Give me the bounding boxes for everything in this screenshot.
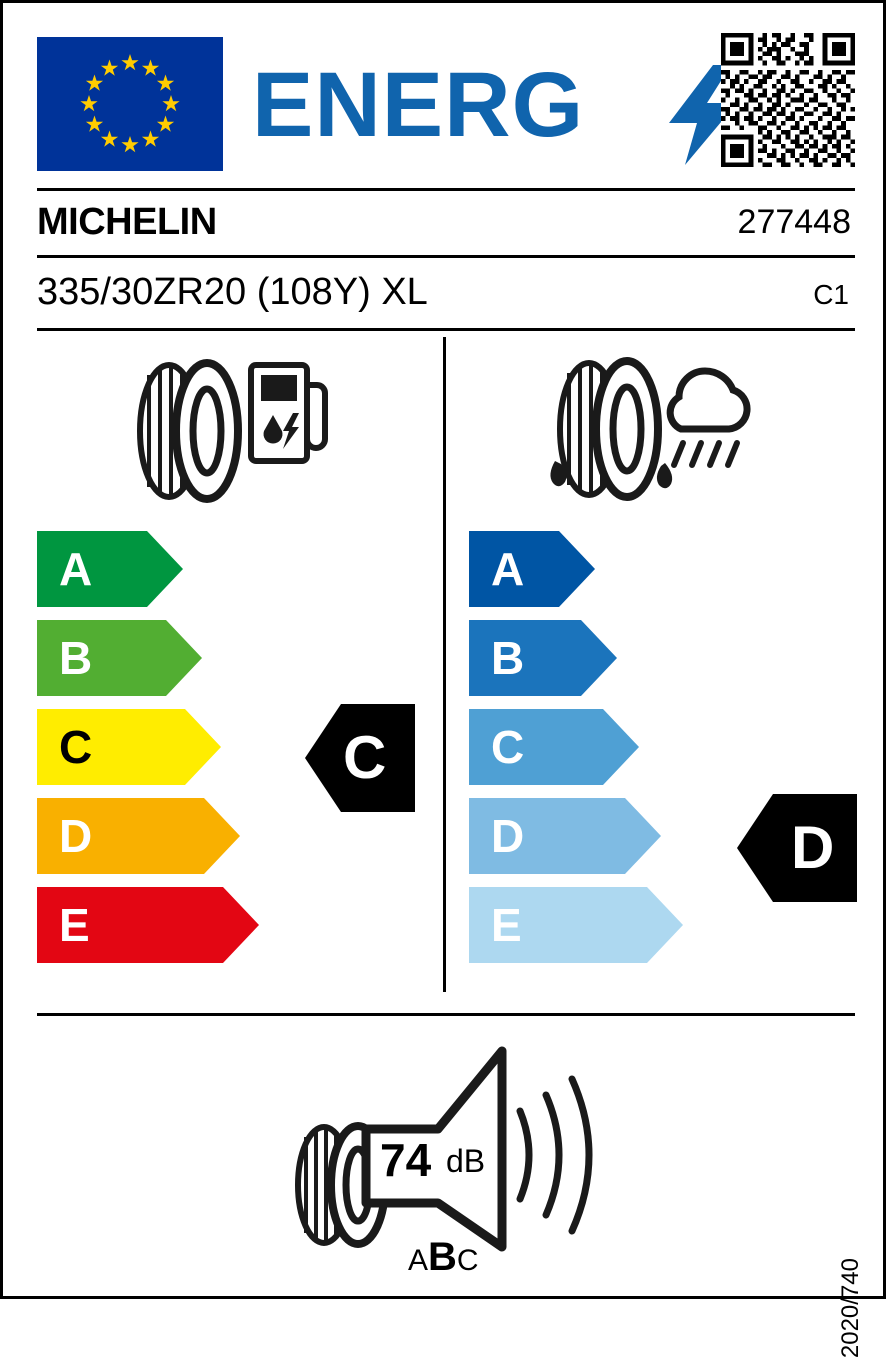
wet-grade-e-letter: E (491, 899, 522, 951)
fuel-grade-c-letter: C (59, 721, 93, 773)
product-sku: 277448 (737, 203, 851, 241)
wet-grip-result-letter: D (791, 814, 835, 881)
tyre-size: 335/30ZR20 (108Y) XL (37, 271, 428, 313)
noise-class-scale (408, 1237, 479, 1277)
noise-class-a: A (408, 1244, 429, 1277)
fuel-grade-e-letter: E (59, 899, 90, 951)
fuel-efficiency-result-letter: C (343, 724, 387, 791)
fuel-efficiency-pictogram (123, 351, 323, 516)
wet-grip-pictogram (533, 351, 753, 516)
divider-vertical (443, 337, 446, 992)
divider-top (37, 188, 855, 191)
wet-grip-result (737, 794, 857, 902)
divider-noise (37, 1013, 855, 1016)
wet-grade-d-letter: D (491, 810, 525, 862)
energy-wordmark: ENERG (252, 54, 585, 156)
sound-waves-icon (520, 1079, 589, 1231)
noise-value: 74 (380, 1134, 432, 1186)
tyre-icon (140, 363, 238, 499)
divider-size (37, 328, 855, 331)
fuel-grade-b-letter: B (59, 632, 93, 684)
fuel-efficiency-result (305, 704, 415, 812)
wet-grade-b-letter: B (491, 632, 525, 684)
noise-unit: dB (446, 1143, 486, 1179)
fuel-pump-icon (251, 365, 325, 461)
wet-grade-a (469, 531, 683, 607)
fuel-grade-c (37, 709, 259, 785)
fuel-grade-d-letter: D (59, 810, 93, 862)
brand-name: MICHELIN (37, 201, 217, 243)
wet-grade-d (469, 798, 683, 874)
tyre-class-code: C1 (813, 279, 849, 310)
fuel-grade-a-letter: A (59, 543, 93, 595)
wet-grade-c-letter: C (491, 721, 525, 773)
wet-grade-b (469, 620, 683, 696)
wet-grade-a-letter: A (491, 543, 525, 595)
divider-brand (37, 255, 855, 258)
label-date: 2020/740 (837, 1258, 864, 1358)
noise-class-b: B (428, 1235, 457, 1279)
noise-section (288, 1045, 608, 1279)
wet-grade-e (469, 887, 683, 963)
eu-flag-icon (37, 37, 223, 171)
tyre-icon (550, 361, 672, 497)
wet-grip-scale (469, 531, 683, 976)
label-header (37, 33, 855, 173)
noise-class-c: C (456, 1244, 479, 1277)
qr-code-icon (721, 33, 855, 167)
fuel-grade-b (37, 620, 259, 696)
wet-grade-c (469, 709, 683, 785)
fuel-efficiency-scale (37, 531, 259, 976)
fuel-grade-d (37, 798, 259, 874)
fuel-grade-e (37, 887, 259, 963)
rain-cloud-icon (670, 371, 747, 465)
fuel-grade-a (37, 531, 259, 607)
